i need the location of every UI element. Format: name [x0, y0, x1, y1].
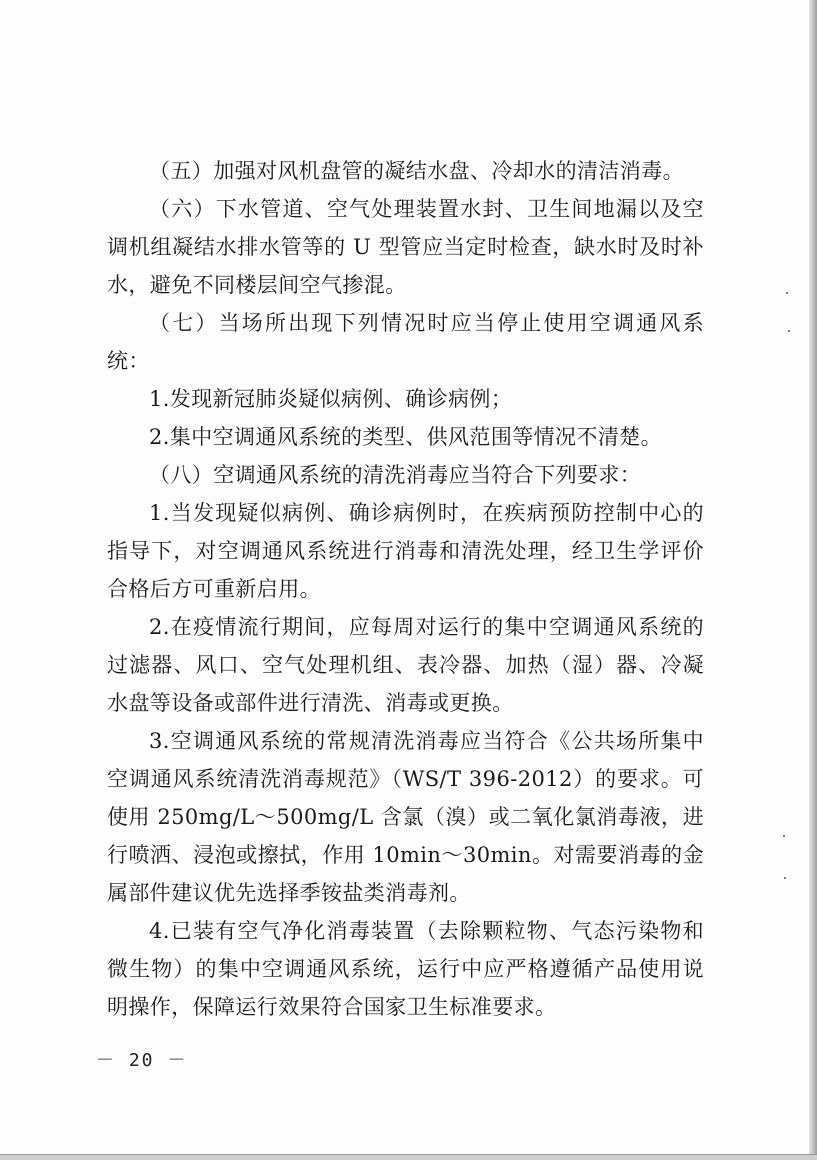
- paragraph-8-item-4: 4.已装有空气净化消毒装置（去除颗粒物、气态污染物和微生物）的集中空调通风系统，运行中应严格遵循产品使用说明操作，保障运行效果符合国家卫生标准要求。: [107, 919, 704, 1019]
- scan-edge-right: [809, 0, 817, 1160]
- paragraph-7-item-1: 1.发现新冠肺炎疑似病例、确诊病例；: [149, 387, 513, 411]
- paragraph-7-heading: （七）当场所出现下列情况时应当停止使用空调通风系统：: [107, 311, 704, 373]
- paragraph-8-heading: （八）空调通风系统的清洗消毒应当符合下列要求：: [149, 463, 642, 487]
- scan-speck: [786, 292, 788, 294]
- paragraph-8-item-1: 1.当发现疑似病例、确诊病例时，在疾病预防控制中心的指导下，对空调通风系统进行消毒和清洗处理，经卫生学评价合格后方可重新启用。: [107, 501, 704, 601]
- page-number: － 20 －: [96, 1050, 188, 1071]
- paragraph-8-item-3: 3.空调通风系统的常规清洗消毒应当符合《公共场所集中空调通风系统清洗消毒规范》（WS/T 396-2012）的要求。可使用 250mg/L～500mg/L 含氯（溴）或二氧化氯消毒液，进行喷洒、浸泡或擦拭，作用 10min～30min。对需要消毒的金属部件建议优先选择季铵盐类消毒剂。: [107, 729, 704, 905]
- scan-edge-bottom: [0, 1155, 817, 1160]
- scan-speck: [788, 330, 790, 332]
- paragraph-6-heading: （六）下水管道、空气处理装置水封、卫生间地漏以及空调机组凝结水排水管等的 U 型管应当定时检查，缺水时及时补水，避免不同楼层间空气掺混。: [107, 197, 704, 297]
- paragraph-5-heading: （五）加强对风机盘管的凝结水盘、冷却水的清洁消毒。: [149, 159, 684, 183]
- scan-speck: [784, 877, 786, 879]
- paragraph-7-item-2: 2.集中空调通风系统的类型、供风范围等情况不清楚。: [149, 425, 663, 449]
- paragraph-8-item-2: 2.在疫情流行期间，应每周对运行的集中空调通风系统的过滤器、风口、空气处理机组、表冷器、加热（湿）器、冷凝水盘等设备或部件进行清洗、消毒或更换。: [107, 615, 704, 715]
- body-text: [107, 152, 704, 1026]
- scan-speck: [783, 835, 785, 837]
